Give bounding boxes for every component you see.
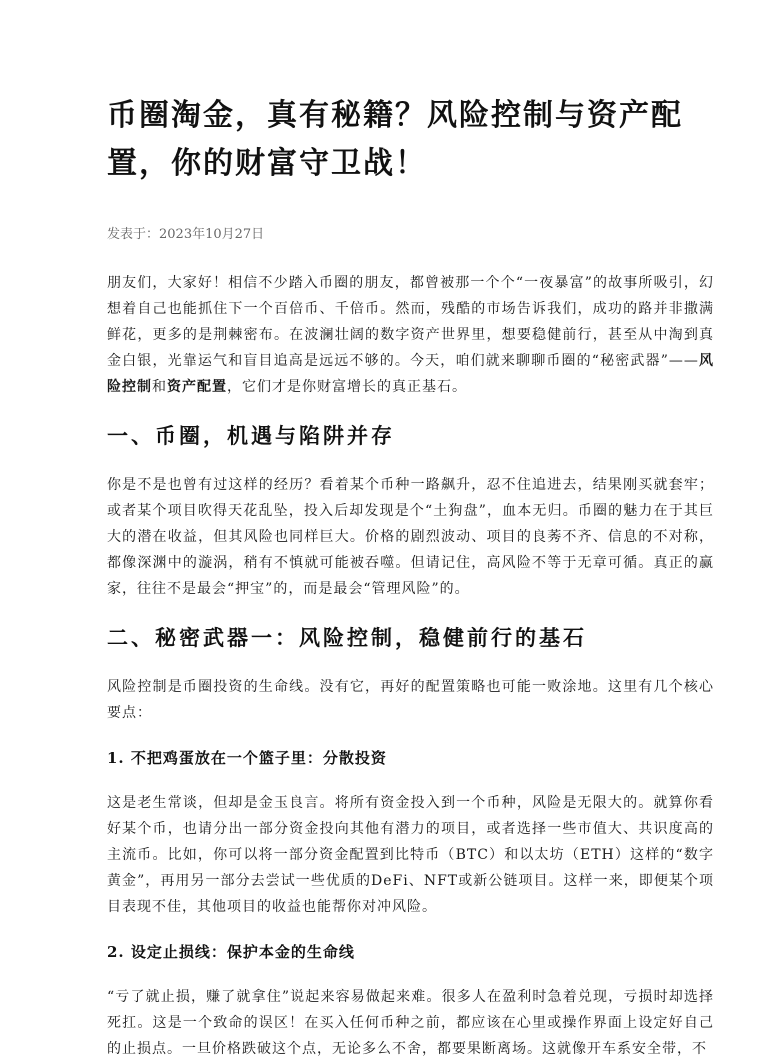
intro-bold-risk-control: 风险控制 [107, 353, 715, 395]
intro-paragraph [107, 270, 714, 400]
point-1-heading: 1. 不把鸡蛋放在一个篮子里：分散投资 [107, 749, 387, 767]
intro-text-before: 朋友们，大家好！相信不少踏入币圈的朋友，都曾被那一个个“一夜暴富”的故事所吸引，幻想着自己也能抓住下一个百倍币、千倍币。然而，残酷的市场告诉我们，成功的路并非撒满鲜花，更多的是荆棘密布。在波澜壮阔的数字资产世界里，想要稳健前行，甚至从中淘到真金白银，光靠运气和盲目追高是远远不够的。今天，咱们就来聊聊币圈的“秘密武器”—— [107, 275, 714, 369]
intro-connector: 和 [152, 379, 167, 395]
point-2-heading: 2. 设定止损线：保护本金的生命线 [107, 943, 355, 961]
section-1-heading: 一、币圈，机遇与陷阱并存 [107, 423, 395, 448]
article-title: 币圈淘金，真有秘籍？风险控制与资产配置，你的财富守卫战！ [107, 98, 683, 181]
point-2-paragraph: “亏了就止损，赚了就拿住”说起来容易做起来难。很多人在盈利时急着兑现，亏损时却选择死扛。这是一个致命的误区！在买入任何币种之前，都应该在心里或操作界面上设定好自己的止损点。一旦价格跌破这个点，无论多么不舍，都要果断离场。这就像开车系安全带，不 [107, 989, 714, 1057]
publish-date: 发表于：2023年10月27日 [107, 227, 265, 242]
section-2-paragraph: 风险控制是币圈投资的生命线。没有它，再好的配置策略也可能一败涂地。这里有几个核心要点： [107, 679, 714, 721]
intro-bold-asset-allocation: 资产配置 [167, 379, 227, 395]
intro-text-after: ，它们才是你财富增长的真正基石。 [227, 379, 467, 395]
section-1-paragraph: 你是不是也曾有过这样的经历？看着某个币种一路飙升，忍不住追进去，结果刚买就套牢；或者某个项目吹得天花乱坠，投入后却发现是个“土狗盘”，血本无归。币圈的魅力在于其巨大的潜在收益，但其风险也同样巨大。价格的剧烈波动、项目的良莠不齐、信息的不对称，都像深渊中的漩涡，稍有不慎就可能被吞噬。但请记住，高风险不等于无章可循。真正的赢家，往往不是最会“押宝”的，而是最会“管理风险”的。 [107, 477, 714, 597]
section-2-heading: 二、秘密武器一：风险控制，稳健前行的基石 [107, 625, 587, 650]
point-1-paragraph: 这是老生常谈，但却是金玉良言。将所有资金投入到一个币种，风险是无限大的。就算你看好某个币，也请分出一部分资金投向其他有潜力的项目，或者选择一些市值大、共识度高的主流币。比如，你可以将一部分资金配置到比特币（BTC）和以太坊（ETH）这样的“数字黄金”，再用另一部分去尝试一些优质的DeFi、NFT或新公链项目。这样一来，即便某个项目表现不佳，其他项目的收益也能帮你对冲风险。 [107, 795, 714, 915]
